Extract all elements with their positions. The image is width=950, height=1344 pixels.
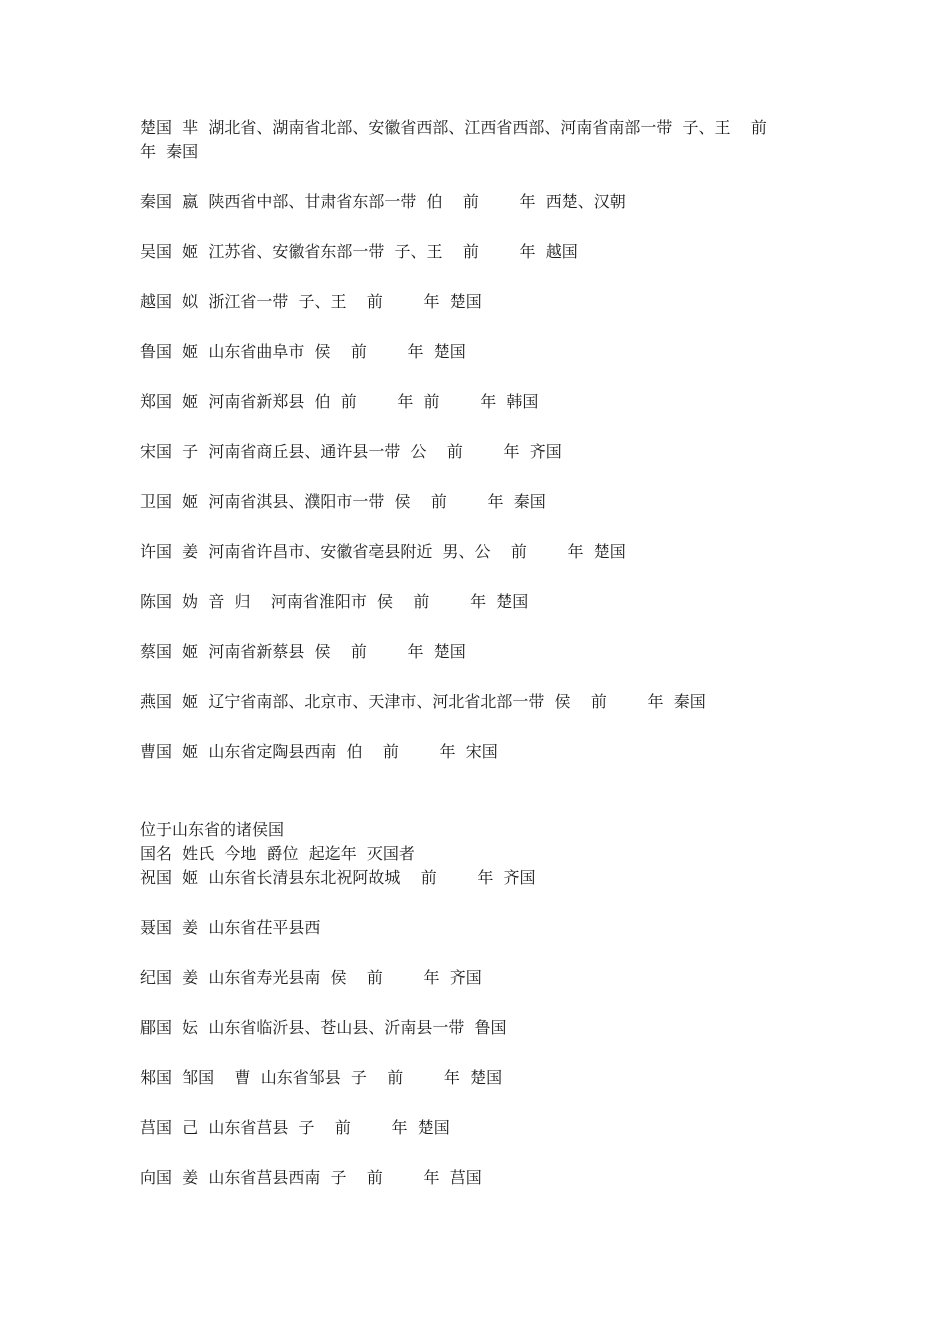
list-item: 陈国 妫 音 归 河南省淮阳市 侯 前 年 楚国 <box>140 592 529 611</box>
list-item: 吴国 姬 江苏省、安徽省东部一带 子、王 前 年 越国 <box>140 242 578 261</box>
list-item: 郿国 妘 山东省临沂县、苍山县、沂南县一带 鲁国 <box>140 1018 507 1037</box>
list-item: 邾国 邹国 曹 山东省邹县 子 前 年 楚国 <box>140 1068 503 1087</box>
document-page <box>140 116 808 1216</box>
list-item: 楚国 芈 湖北省、湖南省北部、安徽省西部、江西省西部、河南省南部一带 子、王 前 年 秦国 <box>140 118 808 161</box>
list-item: 莒国 己 山东省莒县 子 前 年 楚国 <box>140 1118 450 1137</box>
list-item: 卫国 姬 河南省淇县、濮阳市一带 侯 前 年 秦国 <box>140 492 546 511</box>
list-item: 曹国 姬 山东省定陶县西南 伯 前 年 宋国 <box>140 742 498 761</box>
list-item: 鲁国 姬 山东省曲阜市 侯 前 年 楚国 <box>140 342 466 361</box>
list-item: 祝国 姬 山东省长清县东北祝阿故城 前 年 齐国 <box>140 868 536 887</box>
list-item: 越国 姒 浙江省一带 子、王 前 年 楚国 <box>140 292 482 311</box>
shandong-section <box>140 818 800 1190</box>
list-item: 许国 姜 河南省许昌市、安徽省亳县附近 男、公 前 年 楚国 <box>140 542 626 561</box>
list-item: 纪国 姜 山东省寿光县南 侯 前 年 齐国 <box>140 968 482 987</box>
list-item: 秦国 嬴 陕西省中部、甘肃省东部一带 伯 前 年 西楚、汉朝 <box>140 192 626 211</box>
list-item: 蔡国 姬 河南省新蔡县 侯 前 年 楚国 <box>140 642 466 661</box>
list-item: 向国 姜 山东省莒县西南 子 前 年 莒国 <box>140 1168 482 1187</box>
state-list <box>140 116 808 764</box>
list-item: 宋国 子 河南省商丘县、通许县一带 公 前 年 齐国 <box>140 442 562 461</box>
column-header: 国名 姓氏 今地 爵位 起迄年 灭国者 <box>140 844 415 863</box>
section-spacer <box>140 790 800 818</box>
section-title: 位于山东省的诸侯国 <box>140 820 285 839</box>
list-item: 聂国 姜 山东省茌平县西 <box>140 918 321 937</box>
list-item: 郑国 姬 河南省新郑县 伯 前 年 前 年 韩国 <box>140 392 539 411</box>
list-item: 燕国 姬 辽宁省南部、北京市、天津市、河北省北部一带 侯 前 年 秦国 <box>140 692 706 711</box>
